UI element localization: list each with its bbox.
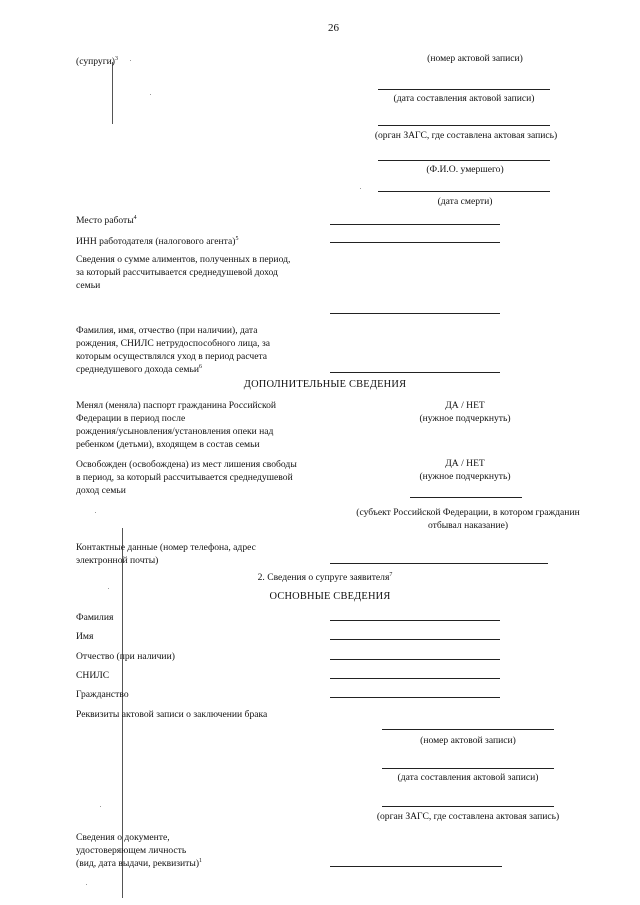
patronymic-line <box>330 659 500 660</box>
region-line <box>410 497 522 498</box>
citizenship-label: Гражданство <box>76 689 129 700</box>
citizenship-line <box>330 697 500 698</box>
passport-label-line3: рождения/усыновления/установления опеки над <box>76 426 274 437</box>
region-caption-line1: (субъект Российской Федерации, в котором гражданин <box>356 507 580 518</box>
scan-speck <box>95 512 96 513</box>
region-caption-line2: отбывал наказание) <box>427 520 509 531</box>
scan-speck <box>130 60 131 61</box>
caregiver-label-line1: Фамилия, имя, отчество (при наличии), дата <box>76 325 258 336</box>
caregiver-line <box>330 372 500 373</box>
registry-office-caption: (орган ЗАГС, где составлена актовая запись) <box>374 130 558 141</box>
id-doc-label-line1: Сведения о документе, <box>76 832 170 843</box>
record-date-line <box>378 89 550 90</box>
id-doc-label-line3: (вид, дата выдачи, реквизиты)$^1$ <box>76 858 203 869</box>
surname-line <box>330 620 500 621</box>
passport-label-line4: ребенком (детьми), входящем в состав семьи <box>76 439 260 450</box>
employer-inn-label: ИНН работодателя (налогового агента)$^5$ <box>76 236 239 247</box>
released-label-line1: Освобожден (освобождена) из мест лишения свободы <box>76 459 297 470</box>
released-underline-hint: (нужное подчеркнуть) <box>419 471 511 482</box>
name-line <box>330 639 500 640</box>
employer-inn-line <box>330 242 500 243</box>
spouse-label: (супруги)$^3$ <box>76 56 118 67</box>
spouse-registry-office-line <box>382 806 554 807</box>
alimony-label-line1: Сведения о сумме алиментов, полученных в период, <box>76 254 291 265</box>
scan-speck <box>360 188 361 189</box>
alimony-label-line2: за который рассчитывается среднедушевой доход <box>76 267 278 278</box>
scan-speck <box>86 884 87 885</box>
caregiver-label-line4: среднедушевого дохода семьи$^6$ <box>76 364 202 375</box>
passport-yes-no: ДА / НЕТ <box>445 400 485 411</box>
contacts-line <box>330 563 548 564</box>
additional-heading: ДОПОЛНИТЕЛЬНЫЕ СВЕДЕНИЯ <box>243 379 407 390</box>
scan-speck <box>100 806 101 807</box>
id-doc-line <box>330 866 502 867</box>
death-date-caption: (дата смерти) <box>437 196 493 207</box>
contacts-label-line2: электронной почты) <box>76 555 159 566</box>
spouse-record-number-caption: (номер актовой записи) <box>420 735 516 746</box>
contacts-label-line1: Контактные данные (номер телефона, адрес <box>76 542 256 553</box>
deceased-name-line <box>378 160 550 161</box>
workplace-label: Место работы$^4$ <box>76 215 137 226</box>
workplace-line <box>330 224 500 225</box>
spouse-registry-office-caption: (орган ЗАГС, где составлена актовая запись) <box>376 811 560 822</box>
death-date-line <box>378 191 550 192</box>
caregiver-label-line3: которым осуществлялся уход в период расчета <box>76 351 268 362</box>
registry-office-line <box>378 125 550 126</box>
deceased-name-caption: (Ф.И.О. умершего) <box>426 164 504 175</box>
main-info-heading: ОСНОВНЫЕ СВЕДЕНИЯ <box>269 591 391 602</box>
marriage-record-label: Реквизиты актовой записи о заключении брака <box>76 709 268 720</box>
released-yes-no: ДА / НЕТ <box>445 458 485 469</box>
snils-line <box>330 678 500 679</box>
passport-underline-hint: (нужное подчеркнуть) <box>419 413 511 424</box>
scan-speck <box>150 94 151 95</box>
id-doc-label-line2: удостоверяющем личность <box>76 845 187 856</box>
spouse-record-date-line <box>382 768 554 769</box>
scan-artifact-line <box>112 62 113 124</box>
spouse-record-number-line <box>382 729 554 730</box>
name-label: Имя <box>76 631 94 642</box>
caregiver-label-line2: рождения, СНИЛС нетрудоспособного лица, за <box>76 338 270 349</box>
spouse-record-date-caption: (дата составления актовой записи) <box>397 772 539 783</box>
patronymic-label: Отчество (при наличии) <box>76 651 175 662</box>
passport-label-line1: Менял (меняла) паспорт гражданина Российской <box>76 400 277 411</box>
snils-label: СНИЛС <box>76 670 110 681</box>
spouse-section-title: 2. Сведения о супруге заявителя$^7$ <box>257 572 393 583</box>
record-date-caption: (дата составления актовой записи) <box>393 93 535 104</box>
page-number: 26 <box>328 22 339 34</box>
surname-label: Фамилия <box>76 612 114 623</box>
passport-label-line2: Федерации в период после <box>76 413 186 424</box>
record-number-caption: (номер актовой записи) <box>427 53 523 64</box>
alimony-label-line3: семьи <box>76 280 101 291</box>
released-label-line3: доход семьи <box>76 485 126 496</box>
alimony-line <box>330 313 500 314</box>
released-label-line2: в период, за который рассчитывается среднедушевой <box>76 472 293 483</box>
scan-speck <box>108 588 109 589</box>
